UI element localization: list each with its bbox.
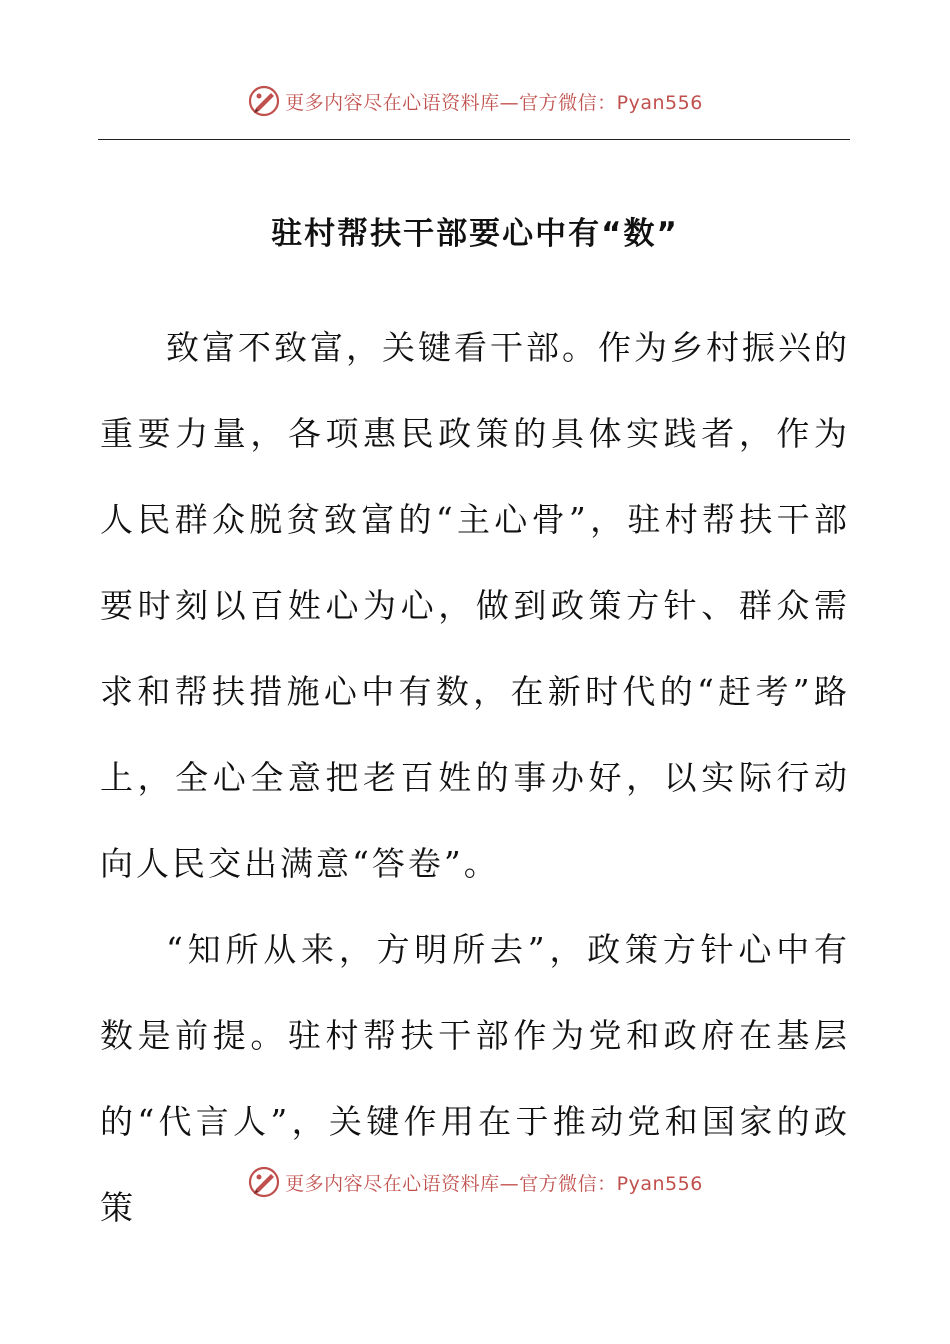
- header-divider: [98, 139, 850, 140]
- header-watermark: [0, 84, 950, 118]
- paragraph: 致富不致富，关键看干部。作为乡村振兴的重要力量，各项惠民政策的具体实践者，作为人民群众脱贫致富的“主心骨”，驻村帮扶干部要时刻以百姓心为心，做到政策方针、群众需求和帮扶措施心中有数，在新时代的“赶考”路上，全心全意把老百姓的事办好，以实际行动向人民交出满意“答卷”。: [100, 328, 850, 883]
- watermark-text: 更多内容尽在心语资料库—官方微信：Pyan556: [285, 91, 703, 114]
- document-body: [100, 305, 850, 1251]
- footer-watermark: [0, 1165, 950, 1199]
- pen-logo-icon: [247, 84, 281, 118]
- pen-logo-icon: [247, 1165, 281, 1199]
- watermark-text: 更多内容尽在心语资料库—官方微信：Pyan556: [285, 1172, 703, 1195]
- document-title: 驻村帮扶干部要心中有“数”: [271, 216, 679, 252]
- paragraph: “知所从来，方明所去”，政策方针心中有数是前提。驻村帮扶干部作为党和政府在基层的“代言人”，关键作用在于推动党和国家的政策: [100, 930, 850, 1227]
